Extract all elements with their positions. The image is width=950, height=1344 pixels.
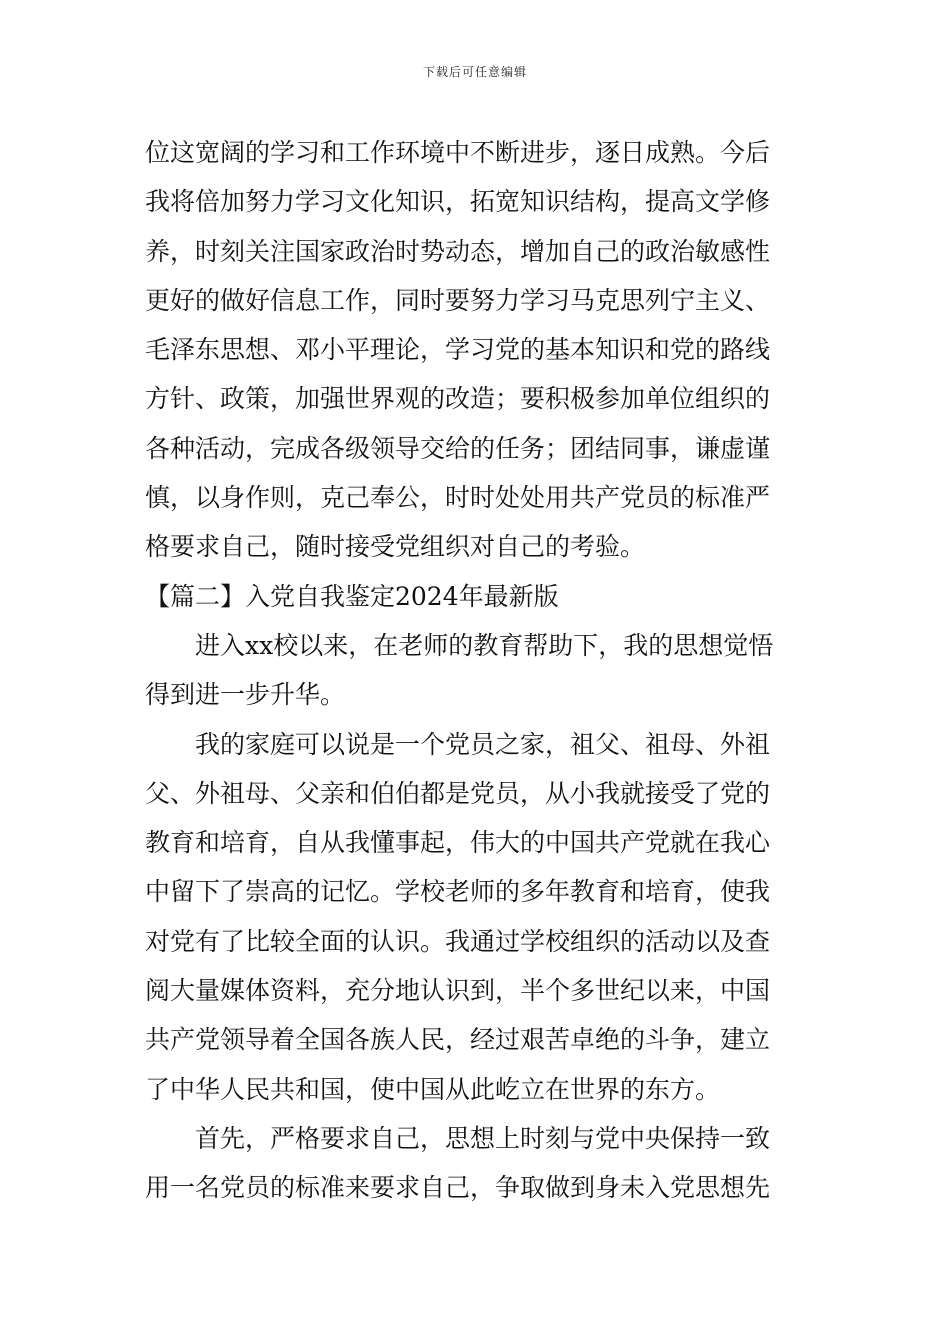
paragraph-line: 我将倍加努力学习文化知识，拓宽知识结构，提高文学修 xyxy=(145,187,771,217)
paragraph-line: 首先，严格要求自己，思想上时刻与党中央保持一致 xyxy=(145,1123,771,1153)
paragraph-line: 毛泽东思想、邓小平理论，学习党的基本知识和党的路线 xyxy=(145,335,771,365)
document-body xyxy=(145,128,807,1213)
paragraph-line: 位这宽阔的学习和工作环境中不断进步，逐日成熟。今后 xyxy=(145,138,771,167)
paragraph-line: 养，时刻关注国家政治时势动态，增加自己的政治敏感性 xyxy=(145,236,771,266)
paragraph-line: 进入xx校以来，在老师的教育帮助下，我的思想觉悟 xyxy=(145,630,774,660)
section-heading: 【篇二】入党自我鉴定2024年最新版 xyxy=(145,581,559,611)
paragraph-line: 更好的做好信息工作，同时要努力学习马克思列宁主义、 xyxy=(145,285,771,315)
paragraph-line: 用一名党员的标准来要求自己，争取做到身未入党思想先 xyxy=(145,1173,771,1203)
paragraph-line: 格要求自己，随时接受党组织对自己的考验。 xyxy=(145,532,646,562)
paragraph-line: 方针、政策，加强世界观的改造；要积极参加单位组织的 xyxy=(145,384,771,414)
paragraph-line: 慎，以身作则，克己奉公，时时处处用共产党员的标准严 xyxy=(145,483,771,513)
paragraph-line: 中留下了崇高的记忆。学校老师的多年教育和培育，使我 xyxy=(145,877,771,907)
paragraph-line: 共产党领导着全国各族人民，经过艰苦卓绝的斗争，建立 xyxy=(145,1025,771,1055)
paragraph-line: 得到进一步升华。 xyxy=(145,680,346,710)
paragraph-line: 对党有了比较全面的认识。我通过学校组织的活动以及查 xyxy=(145,926,771,956)
paragraph-line: 阅大量媒体资料，充分地认识到，半个多世纪以来，中国 xyxy=(145,976,771,1006)
paragraph-line: 各种活动，完成各级领导交给的任务；团结同事，谦虚谨 xyxy=(145,433,771,463)
paragraph-line: 我的家庭可以说是一个党员之家，祖父、祖母、外祖 xyxy=(145,729,771,759)
paragraph-line: 教育和培育，自从我懂事起，伟大的中国共产党就在我心 xyxy=(145,828,771,858)
paragraph-line: 父、外祖母、父亲和伯伯都是党员，从小我就接受了党的 xyxy=(145,778,771,808)
page-header: 下载后可任意编辑 xyxy=(422,65,527,79)
paragraph-line: 了中华人民共和国，使中国从此屹立在世界的东方。 xyxy=(145,1074,721,1104)
